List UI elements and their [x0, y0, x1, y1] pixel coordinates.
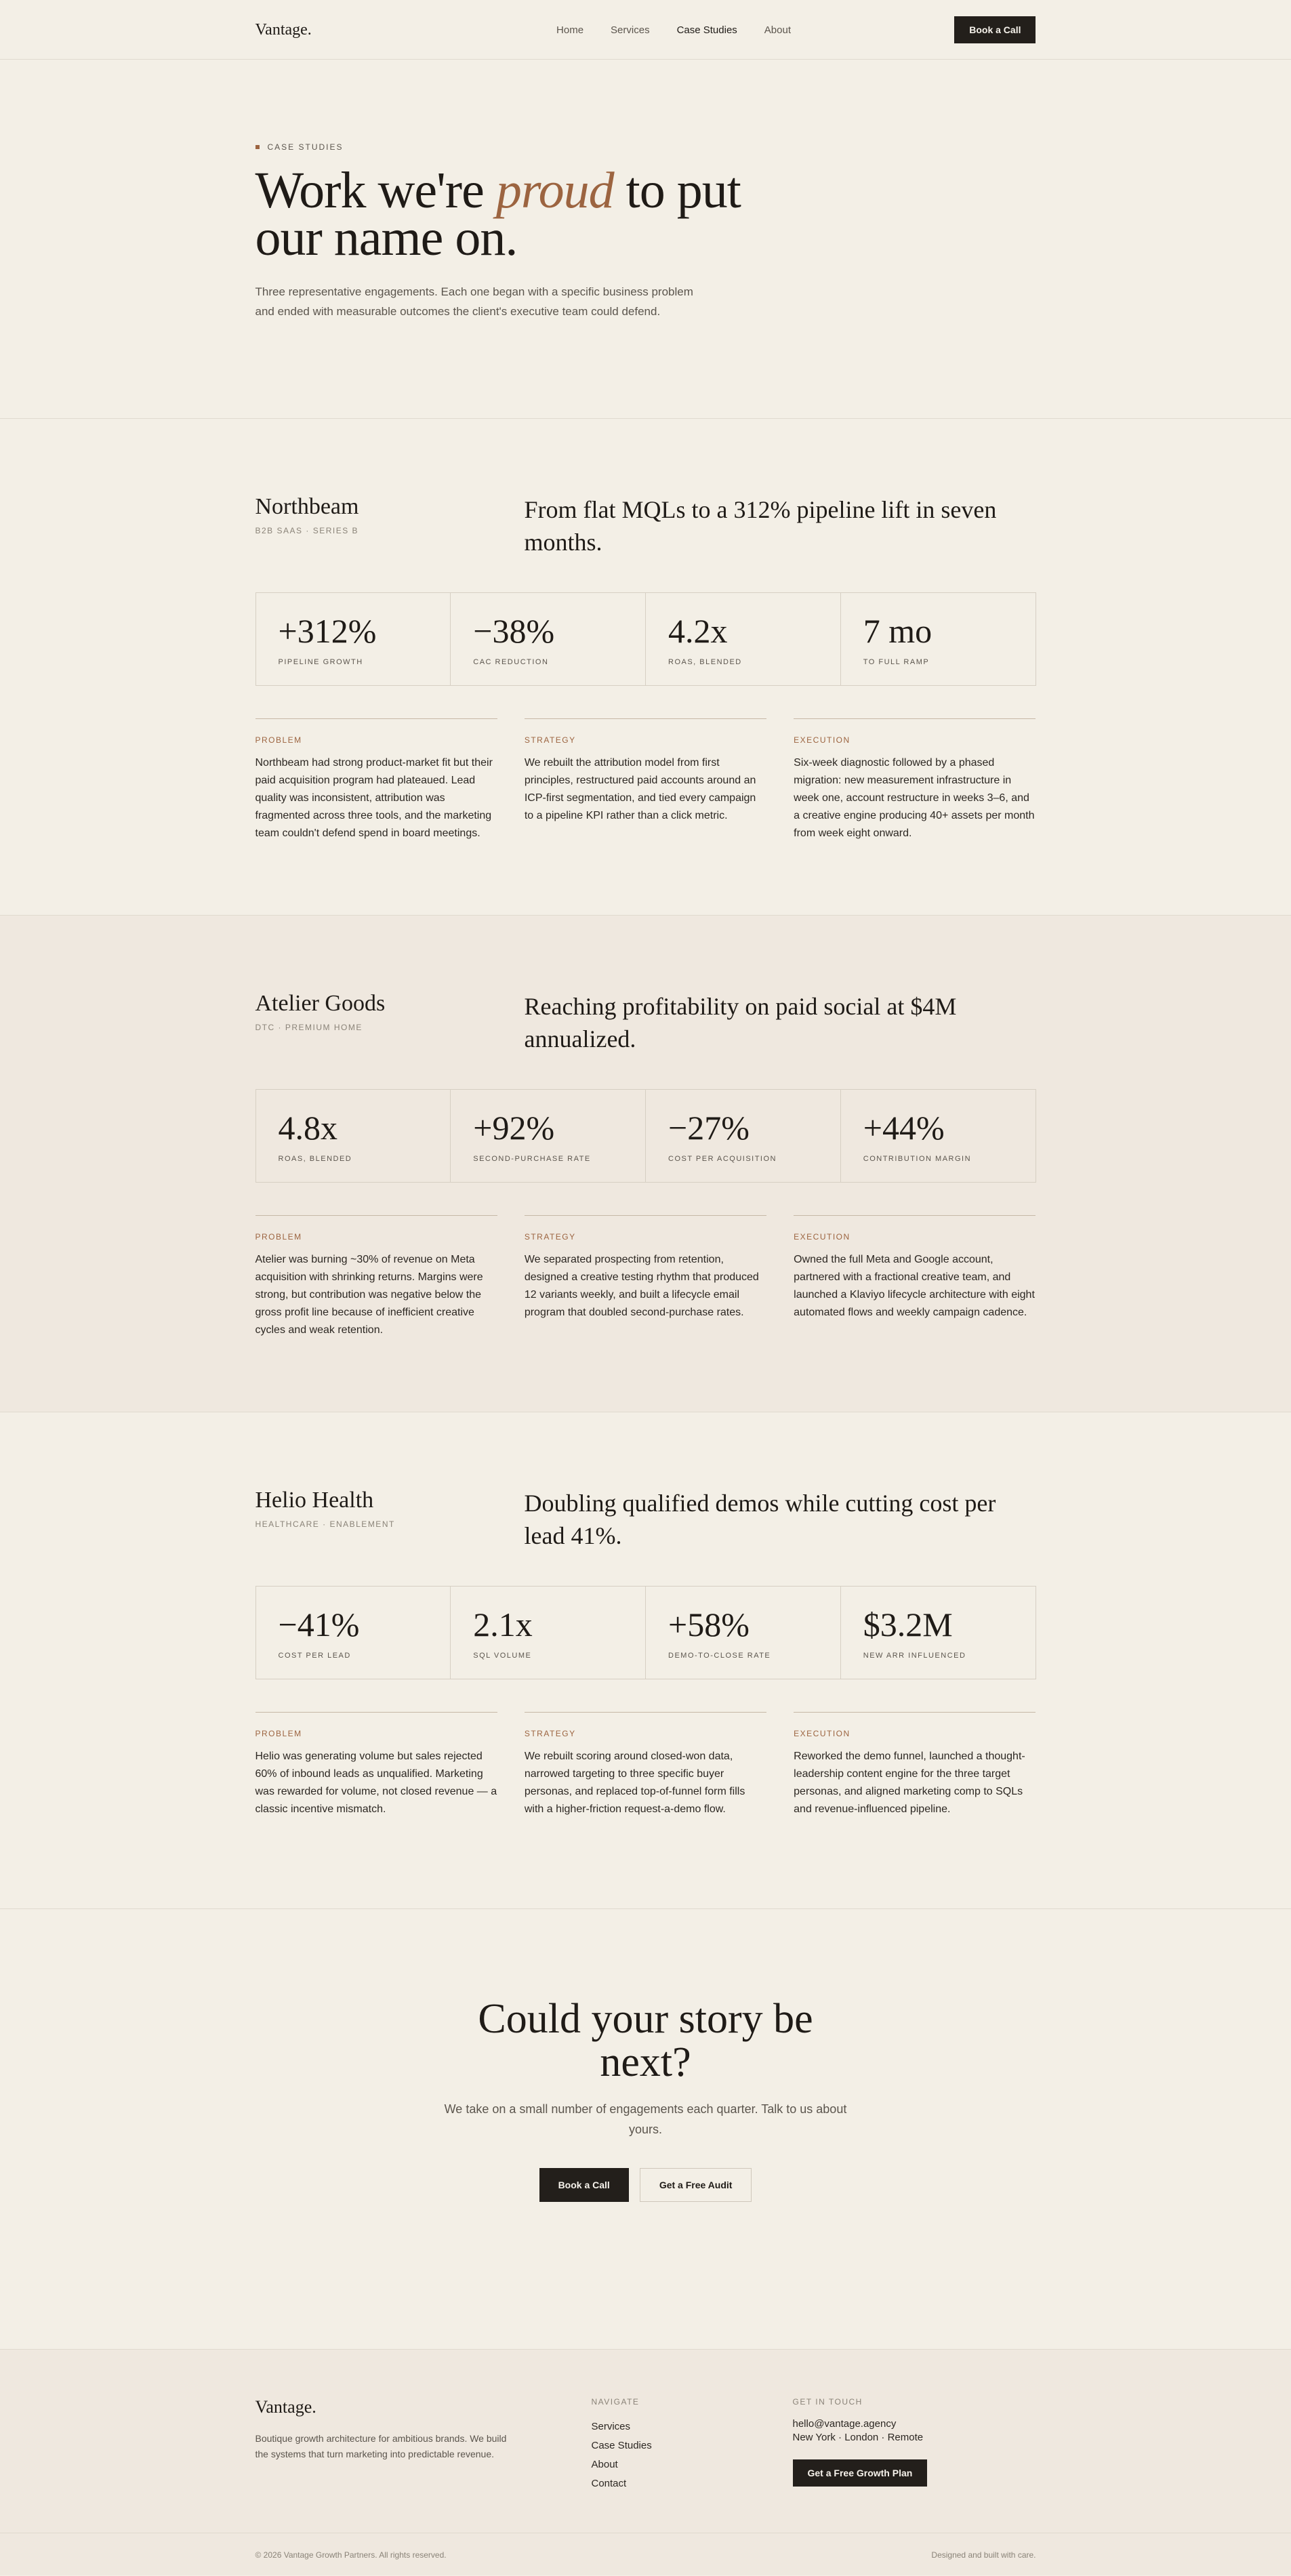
metric-card [256, 1587, 451, 1679]
metric-card [646, 593, 841, 685]
metric-value: −41% [278, 1606, 360, 1643]
execution-heading: EXECUTION [794, 735, 851, 745]
case-client-tag: B2B SAAS · SERIES B [255, 526, 359, 535]
metric-label: NEW ARR INFLUENCED [863, 1652, 966, 1660]
footer-contact-heading: GET IN TOUCH [792, 2397, 863, 2407]
title-post: to put our name on. [255, 162, 741, 266]
strategy-heading: STRATEGY [524, 735, 576, 745]
cta-book-call-button[interactable]: Book a Call [539, 2168, 629, 2202]
problem-heading: PROBLEM [255, 1232, 302, 1242]
execution-heading: EXECUTION [794, 1729, 851, 1738]
footer-email[interactable]: hello@vantage.agency [792, 2418, 897, 2430]
page-title [255, 162, 811, 266]
case-client-name: Helio Health [255, 1488, 374, 1513]
footer-link-services[interactable]: Services [591, 2421, 631, 2432]
problem-heading: PROBLEM [255, 1729, 302, 1738]
strategy-column [525, 1215, 766, 1339]
execution-text: Six-week diagnostic followed by a phased migration: new measurement infrastructure in week one, account restructure in weeks 3–6, and a creative engine producing 40+ assets per month from week eight onward. [794, 757, 1035, 839]
metric-label: DEMO-TO-CLOSE RATE [668, 1652, 771, 1660]
case-headline: From flat MQLs to a 312% pipeline lift in seven months. [524, 496, 997, 556]
strategy-heading: STRATEGY [524, 1729, 576, 1738]
hero-description: Three representative engagements. Each one began with a specific business problem and ended with measurable outcomes the client's executive team could defend. [255, 285, 693, 318]
case-client-name: Atelier Goods [255, 991, 386, 1016]
cta-title: Could your story be next? [478, 1996, 813, 2085]
footer-nav-heading: NAVIGATE [591, 2397, 640, 2407]
case-client-tag: DTC · PREMIUM HOME [255, 1023, 363, 1032]
strategy-column [525, 718, 766, 842]
cta-description: We take on a small number of engagements each quarter. Talk to us about yours. [444, 2102, 847, 2136]
top-nav [0, 0, 1291, 60]
strategy-heading: STRATEGY [524, 1232, 576, 1242]
metric-label: SECOND-PURCHASE RATE [473, 1155, 591, 1163]
metric-value: +44% [863, 1109, 945, 1147]
metric-value: 4.2x [668, 612, 728, 650]
growth-plan-button[interactable]: Get a Free Growth Plan [793, 2459, 928, 2487]
footer [0, 2350, 1291, 2575]
metric-label: ROAS, BLENDED [668, 658, 742, 666]
case-study-northbeam [0, 419, 1291, 916]
footer-logo[interactable]: Vantage. [255, 2397, 316, 2417]
strategy-column [525, 1712, 766, 1818]
case-study-helio-health [0, 1412, 1291, 1909]
metric-card [841, 1587, 1036, 1679]
metric-card [256, 1090, 451, 1182]
metric-label: COST PER LEAD [278, 1652, 351, 1660]
metric-card [841, 593, 1036, 685]
metric-label: COST PER ACQUISITION [668, 1155, 777, 1163]
metrics-grid [255, 592, 1036, 686]
title-pre: Work we're [255, 162, 496, 219]
metric-card [646, 1090, 841, 1182]
logo[interactable]: Vantage. [255, 20, 312, 39]
hero-eyebrow [255, 142, 1036, 152]
metric-value: −38% [473, 612, 555, 650]
credit: Designed and built with care. [931, 2550, 1036, 2560]
case-headline: Reaching profitability on paid social at $4M annualized. [524, 993, 957, 1052]
metric-label: CONTRIBUTION MARGIN [863, 1155, 972, 1163]
metric-value: 7 mo [863, 612, 933, 650]
eyebrow-dot-icon [255, 145, 260, 149]
metric-card [841, 1090, 1036, 1182]
footer-link-contact[interactable]: Contact [591, 2478, 627, 2489]
metric-label: PIPELINE GROWTH [278, 658, 363, 666]
footer-link-case-studies[interactable]: Case Studies [591, 2440, 652, 2451]
execution-text: Reworked the demo funnel, launched a thought-leadership content engine for the three target personas, and aligned marketing comp to SQLs and revenue-influenced pipeline. [794, 1751, 1025, 1815]
metric-card [256, 593, 451, 685]
problem-text: Atelier was burning ~30% of revenue on Meta acquisition with shrinking returns. Margins were strong, but contribution was negative below the gross profit line because of inefficient creative cycles and weak retention. [255, 1254, 483, 1336]
metric-value: −27% [668, 1109, 750, 1147]
nav-link-services[interactable]: Services [611, 24, 650, 36]
problem-text: Northbeam had strong product-market fit but their paid acquisition program had plateaued. Lead quality was inconsistent, attribution was fragmented across three tools, and the marketing team couldn't defend spend in board meetings. [255, 757, 493, 839]
book-call-button[interactable]: Book a Call [954, 16, 1036, 43]
cta-section [0, 1909, 1291, 2350]
nav-links [556, 24, 791, 36]
execution-column [794, 1215, 1036, 1339]
metric-label: SQL VOLUME [473, 1652, 532, 1660]
problem-column [255, 1712, 497, 1818]
footer-locations: New York · London · Remote [792, 2432, 924, 2443]
strategy-text: We separated prospecting from retention, designed a creative testing rhythm that produced 12 variants weekly, and built a lifecycle email program that doubled second-purchase rates. [524, 1254, 759, 1318]
case-client-tag: HEALTHCARE · ENABLEMENT [255, 1519, 395, 1529]
problem-heading: PROBLEM [255, 735, 302, 745]
title-emphasis: proud [495, 162, 614, 219]
strategy-text: We rebuilt the attribution model from first principles, restructured paid accounts around an ICP-first segmentation, and tied every campaign to a pipeline KPI rather than a click metric. [524, 757, 756, 821]
nav-link-about[interactable]: About [764, 24, 791, 36]
execution-heading: EXECUTION [794, 1232, 851, 1242]
metric-value: +58% [668, 1606, 750, 1643]
metric-label: CAC REDUCTION [473, 658, 549, 666]
footer-nav-list [592, 2417, 793, 2493]
footer-link-about[interactable]: About [591, 2459, 618, 2470]
case-client-name: Northbeam [255, 494, 359, 519]
metrics-grid [255, 1586, 1036, 1679]
metric-value: 4.8x [278, 1109, 337, 1147]
metric-card [451, 593, 646, 685]
metric-value: +92% [473, 1109, 555, 1147]
nav-link-case-studies[interactable]: Case Studies [676, 24, 737, 36]
problem-column [255, 718, 497, 842]
eyebrow-label: CASE STUDIES [267, 142, 344, 152]
case-study-atelier-goods [0, 916, 1291, 1412]
metric-label: ROAS, BLENDED [278, 1155, 352, 1163]
metric-card [451, 1090, 646, 1182]
metric-value: $3.2M [863, 1606, 953, 1643]
execution-column [794, 718, 1036, 842]
cta-free-audit-button[interactable]: Get a Free Audit [640, 2168, 752, 2202]
metric-card [646, 1587, 841, 1679]
metrics-grid [255, 1089, 1036, 1183]
metric-card [451, 1587, 646, 1679]
metric-label: TO FULL RAMP [863, 658, 930, 666]
metric-value: 2.1x [473, 1606, 533, 1643]
footer-tagline: Boutique growth architecture for ambitious brands. We build the systems that turn marketing into predictable revenue. [255, 2433, 507, 2459]
hero-section [0, 60, 1291, 419]
metric-value: +312% [278, 612, 377, 650]
footer-bottom-bar [0, 2533, 1291, 2575]
case-headline: Doubling qualified demos while cutting cost per lead 41%. [524, 1490, 996, 1549]
execution-text: Owned the full Meta and Google account, partnered with a fractional creative team, and launched a Klaviyo lifecycle architecture with eight automated flows and weekly campaign cadence. [794, 1254, 1035, 1318]
copyright: © 2026 Vantage Growth Partners. All rights reserved. [255, 2550, 447, 2560]
nav-link-home[interactable]: Home [556, 24, 584, 36]
problem-column [255, 1215, 497, 1339]
problem-text: Helio was generating volume but sales rejected 60% of inbound leads as unqualified. Marketing was rewarded for volume, not closed revenue — a classic incentive mismatch. [255, 1751, 497, 1815]
strategy-text: We rebuilt scoring around closed-won data, narrowed targeting to three specific buyer personas, and replaced top-of-funnel form fills with a higher-friction request-a-demo flow. [524, 1751, 745, 1815]
execution-column [794, 1712, 1036, 1818]
